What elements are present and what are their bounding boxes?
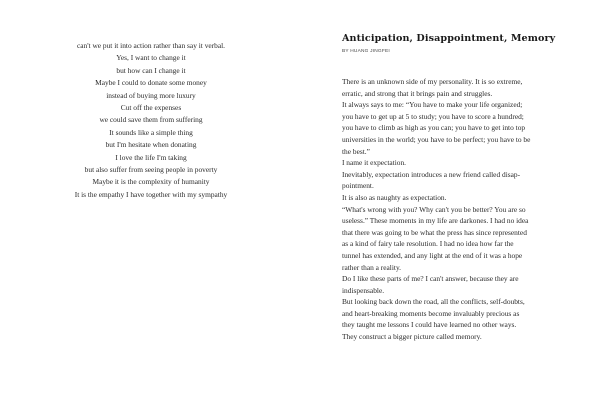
essay-line: They construct a bigger picture called memory. (342, 332, 482, 342)
essay-body (342, 76, 564, 343)
essay-line: the best.” (342, 146, 370, 156)
poem-line: I love the life I'm taking (115, 152, 187, 162)
essay-line: as a kind of fairy tale resolution. I had no idea how far the (342, 239, 514, 249)
essay-line: It is also as naughty as expectation. (342, 192, 447, 202)
poem-line: Cut off the expenses (120, 103, 182, 113)
essay-line: There is an unknown side of my personality. It is so extreme, (342, 77, 523, 86)
poem-line: can't we put it into action rather than say it verbal. (76, 41, 226, 50)
essay-line: you have to climb as high as you can; you have to get into top (342, 123, 526, 133)
essay-line: you have to get up at 5 to study; you have to score a hundred; (342, 111, 524, 121)
poem-line: but I'm hesitate when donating (105, 140, 197, 150)
essay-line: pointment. (342, 181, 374, 191)
poem-line: we could save them from suffering (99, 115, 203, 125)
essay-line: But looking back down the road, all the conflicts, self-doubts, (342, 297, 525, 307)
essay-line: indispensable. (342, 285, 385, 295)
poem-line: It is the empathy I have together with my sympathy (74, 189, 228, 199)
essay-line: and heart-breaking moments become invaluably precious as (342, 308, 520, 318)
poem-line: but also suffer from seeing people in poverty (84, 165, 218, 175)
essay-line: universities in the world; you have to be perfect; you have to be (342, 134, 531, 144)
essay-line: Inevitably, expectation introduces a new friend called disap- (342, 169, 521, 179)
essay-title: Anticipation, Disappointment, Memory (342, 33, 556, 44)
essay-line: It always says to me: “You have to make your life organized; (342, 100, 523, 110)
essay-line: erratic, and strong that it brings pain and struggles. (342, 88, 493, 98)
essay-line: useless.” These moments in my life are darkones. I had no idea (342, 216, 529, 226)
essay-line: tunnel has extended, and any light at the end of it was a hope (342, 250, 523, 260)
right-page-essay (342, 33, 564, 343)
poem-line: instead of buying more luxury (106, 90, 196, 100)
essay-line: “What's wrong with you? Why can't you be better? You are so (342, 204, 526, 214)
left-page-poem (40, 40, 262, 201)
poem-line: Maybe it is the complexity of humanity (92, 177, 210, 187)
poem-line: Maybe I could to donate some money (95, 78, 207, 88)
essay-byline: BY HUANG JINGFEI (342, 49, 390, 54)
essay-line: rather than a reality. (342, 262, 402, 272)
poem-line: It sounds like a simple thing (109, 127, 193, 137)
essay-line: they taught me lessons I could have learned no other ways. (342, 320, 517, 330)
essay-line: Do I like these parts of me? I can't answer, because they are (342, 274, 519, 284)
poem-line: but how can I change it (116, 65, 186, 75)
poem-line: Yes, I want to change it (116, 53, 186, 63)
essay-line: I name it expectation. (342, 158, 407, 168)
essay-line: that there was going to be what the press has since represented (342, 227, 527, 237)
